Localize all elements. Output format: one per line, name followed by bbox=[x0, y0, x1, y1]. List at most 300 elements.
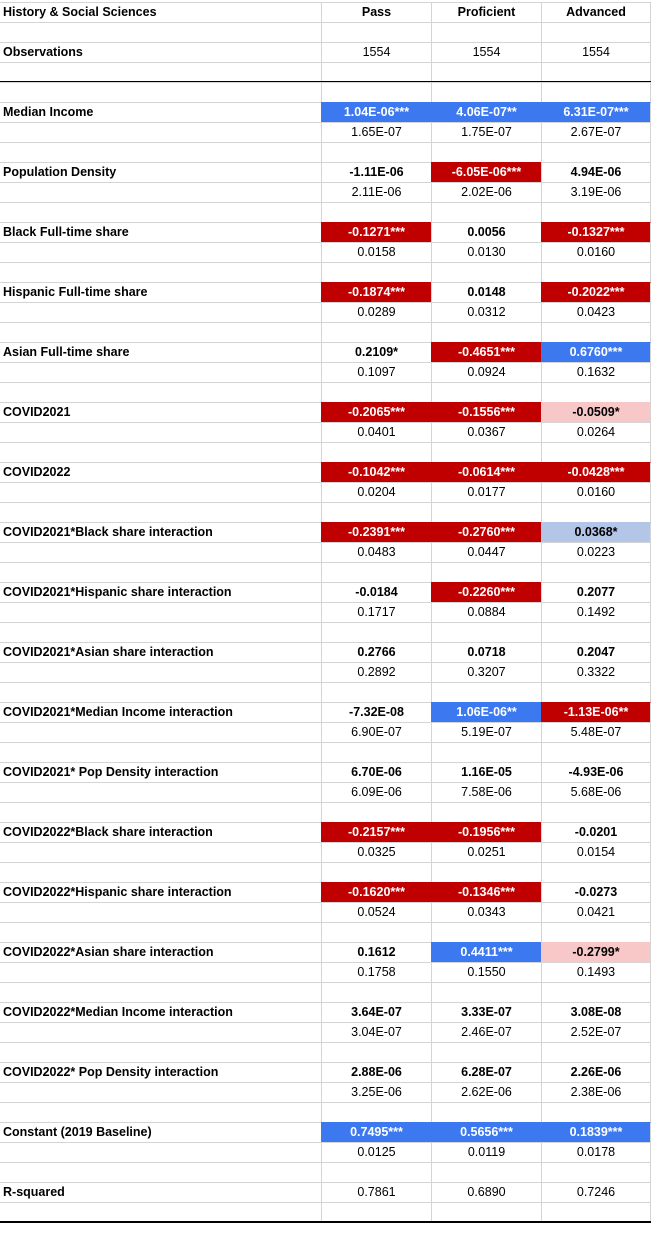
value-cell: 3.04E-07 bbox=[321, 1022, 431, 1042]
value-cell: 6.70E-06 bbox=[321, 762, 431, 782]
value-cell: 5.48E-07 bbox=[541, 722, 651, 742]
value-cell: 0.0160 bbox=[541, 242, 651, 262]
value-cell: 0.2047 bbox=[541, 642, 651, 662]
empty-cell bbox=[541, 982, 651, 1002]
value-cell: 0.7861 bbox=[321, 1182, 431, 1202]
value-cell: 0.2766 bbox=[321, 642, 431, 662]
value-cell: -0.0509* bbox=[541, 402, 651, 422]
value-cell: 0.1717 bbox=[321, 602, 431, 622]
row-label bbox=[0, 422, 321, 442]
row-label: COVID2021 bbox=[0, 402, 321, 422]
row-label bbox=[0, 962, 321, 982]
se-row bbox=[0, 1082, 651, 1102]
observations-row bbox=[0, 42, 651, 62]
spacer-row bbox=[0, 742, 651, 762]
row-label: Constant (2019 Baseline) bbox=[0, 1122, 321, 1142]
empty-cell bbox=[541, 502, 651, 522]
value-cell: -1.11E-06 bbox=[321, 162, 431, 182]
coef-row bbox=[0, 222, 651, 242]
spacer-row bbox=[0, 142, 651, 162]
spacer-row bbox=[0, 682, 651, 702]
row-label bbox=[0, 442, 321, 462]
empty-cell bbox=[321, 1042, 431, 1062]
coef-row bbox=[0, 1062, 651, 1082]
value-cell: -0.1874*** bbox=[321, 282, 431, 302]
empty-cell bbox=[321, 562, 431, 582]
row-label bbox=[0, 1042, 321, 1062]
spacer-row bbox=[0, 562, 651, 582]
value-cell: 2.67E-07 bbox=[541, 122, 651, 142]
coef-row bbox=[0, 402, 651, 422]
value-cell: 2.11E-06 bbox=[321, 182, 431, 202]
coef-row bbox=[0, 462, 651, 482]
row-label: Population Density bbox=[0, 162, 321, 182]
empty-cell bbox=[431, 982, 541, 1002]
spacer-row bbox=[0, 322, 651, 342]
se-row bbox=[0, 542, 651, 562]
empty-cell bbox=[541, 1102, 651, 1122]
empty-cell bbox=[431, 62, 541, 82]
coef-row bbox=[0, 102, 651, 122]
value-cell: -0.0184 bbox=[321, 582, 431, 602]
empty-cell bbox=[431, 922, 541, 942]
value-cell: 1.65E-07 bbox=[321, 122, 431, 142]
spacer-row bbox=[0, 262, 651, 282]
rsquared-row bbox=[0, 1182, 651, 1202]
value-cell: 0.1758 bbox=[321, 962, 431, 982]
value-cell: 0.4411*** bbox=[431, 942, 541, 962]
value-cell: 0.3207 bbox=[431, 662, 541, 682]
value-cell: 3.19E-06 bbox=[541, 182, 651, 202]
empty-cell bbox=[321, 742, 431, 762]
empty-cell bbox=[431, 22, 541, 42]
row-label: Black Full-time share bbox=[0, 222, 321, 242]
value-cell: 6.31E-07*** bbox=[541, 102, 651, 122]
value-cell: 0.0401 bbox=[321, 422, 431, 442]
value-cell: 0.2077 bbox=[541, 582, 651, 602]
value-cell: -1.13E-06** bbox=[541, 702, 651, 722]
se-row bbox=[0, 362, 651, 382]
value-cell: 2.88E-06 bbox=[321, 1062, 431, 1082]
se-row bbox=[0, 1022, 651, 1042]
empty-cell bbox=[541, 382, 651, 402]
value-cell: 0.0368* bbox=[541, 522, 651, 542]
empty-cell bbox=[541, 1162, 651, 1182]
se-row bbox=[0, 122, 651, 142]
empty-cell bbox=[541, 322, 651, 342]
spacer-row bbox=[0, 1042, 651, 1062]
se-row bbox=[0, 782, 651, 802]
empty-cell bbox=[321, 62, 431, 82]
value-cell: 3.08E-08 bbox=[541, 1002, 651, 1022]
value-cell: 6.09E-06 bbox=[321, 782, 431, 802]
row-label bbox=[0, 1082, 321, 1102]
empty-cell bbox=[541, 622, 651, 642]
row-label bbox=[0, 362, 321, 382]
empty-cell bbox=[321, 802, 431, 822]
se-row bbox=[0, 1142, 651, 1162]
empty-cell bbox=[321, 1202, 431, 1222]
row-label: COVID2022*Median Income interaction bbox=[0, 1002, 321, 1022]
spacer-row bbox=[0, 922, 651, 942]
empty-cell bbox=[541, 862, 651, 882]
value-cell: Pass bbox=[321, 2, 431, 22]
value-cell: 0.0056 bbox=[431, 222, 541, 242]
value-cell: 0.0251 bbox=[431, 842, 541, 862]
empty-cell bbox=[541, 62, 651, 82]
value-cell: -0.2391*** bbox=[321, 522, 431, 542]
empty-cell bbox=[321, 982, 431, 1002]
empty-cell bbox=[431, 1102, 541, 1122]
empty-cell bbox=[541, 142, 651, 162]
value-cell: Proficient bbox=[431, 2, 541, 22]
empty-cell bbox=[321, 502, 431, 522]
spacer-row bbox=[0, 1102, 651, 1122]
empty-cell bbox=[431, 622, 541, 642]
empty-cell bbox=[431, 1202, 541, 1222]
row-label bbox=[0, 982, 321, 1002]
spacer-row bbox=[0, 502, 651, 522]
empty-cell bbox=[431, 442, 541, 462]
value-cell: 0.0343 bbox=[431, 902, 541, 922]
coef-row bbox=[0, 822, 651, 842]
row-label bbox=[0, 202, 321, 222]
row-label: Median Income bbox=[0, 102, 321, 122]
spacer-row bbox=[0, 1162, 651, 1182]
value-cell: 0.0160 bbox=[541, 482, 651, 502]
row-label bbox=[0, 1102, 321, 1122]
row-label bbox=[0, 242, 321, 262]
value-cell: 0.1632 bbox=[541, 362, 651, 382]
empty-cell bbox=[541, 922, 651, 942]
coef-row bbox=[0, 1122, 651, 1142]
coef-row bbox=[0, 522, 651, 542]
value-cell: -0.1327*** bbox=[541, 222, 651, 242]
row-label: COVID2021*Median Income interaction bbox=[0, 702, 321, 722]
row-label bbox=[0, 742, 321, 762]
value-cell: 3.64E-07 bbox=[321, 1002, 431, 1022]
coef-row bbox=[0, 882, 651, 902]
row-label bbox=[0, 862, 321, 882]
se-row bbox=[0, 902, 651, 922]
empty-cell bbox=[541, 82, 651, 102]
coef-row bbox=[0, 702, 651, 722]
empty-cell bbox=[431, 502, 541, 522]
row-label bbox=[0, 722, 321, 742]
row-label bbox=[0, 182, 321, 202]
se-row bbox=[0, 602, 651, 622]
value-cell: 3.33E-07 bbox=[431, 1002, 541, 1022]
row-label: COVID2022 bbox=[0, 462, 321, 482]
empty-cell bbox=[431, 262, 541, 282]
value-cell: -0.1042*** bbox=[321, 462, 431, 482]
empty-cell bbox=[541, 1042, 651, 1062]
value-cell: -0.1271*** bbox=[321, 222, 431, 242]
value-cell: 0.1493 bbox=[541, 962, 651, 982]
coef-row bbox=[0, 642, 651, 662]
value-cell: 0.0924 bbox=[431, 362, 541, 382]
value-cell: -0.2260*** bbox=[431, 582, 541, 602]
coef-row bbox=[0, 1002, 651, 1022]
empty-cell bbox=[431, 742, 541, 762]
row-label: COVID2022* Pop Density interaction bbox=[0, 1062, 321, 1082]
value-cell: 0.0204 bbox=[321, 482, 431, 502]
value-cell: 0.1839*** bbox=[541, 1122, 651, 1142]
se-row bbox=[0, 482, 651, 502]
value-cell: 1.06E-06** bbox=[431, 702, 541, 722]
value-cell: 0.0447 bbox=[431, 542, 541, 562]
value-cell: 1554 bbox=[321, 42, 431, 62]
value-cell: 7.58E-06 bbox=[431, 782, 541, 802]
value-cell: 0.0130 bbox=[431, 242, 541, 262]
value-cell: -0.2065*** bbox=[321, 402, 431, 422]
row-label: COVID2021* Pop Density interaction bbox=[0, 762, 321, 782]
empty-cell bbox=[431, 202, 541, 222]
spacer-row bbox=[0, 382, 651, 402]
value-cell: -0.2760*** bbox=[431, 522, 541, 542]
row-label bbox=[0, 82, 321, 102]
empty-cell bbox=[541, 1202, 651, 1222]
value-cell: 0.1097 bbox=[321, 362, 431, 382]
value-cell: -0.4651*** bbox=[431, 342, 541, 362]
empty-cell bbox=[321, 442, 431, 462]
row-label: Observations bbox=[0, 42, 321, 62]
empty-cell bbox=[541, 442, 651, 462]
empty-cell bbox=[321, 202, 431, 222]
value-cell: -0.1556*** bbox=[431, 402, 541, 422]
value-cell: 5.19E-07 bbox=[431, 722, 541, 742]
se-row bbox=[0, 422, 651, 442]
value-cell: 0.2892 bbox=[321, 662, 431, 682]
value-cell: 0.0154 bbox=[541, 842, 651, 862]
value-cell: 4.06E-07** bbox=[431, 102, 541, 122]
empty-cell bbox=[321, 1102, 431, 1122]
value-cell: 0.0524 bbox=[321, 902, 431, 922]
value-cell: -0.2157*** bbox=[321, 822, 431, 842]
value-cell: 0.0483 bbox=[321, 542, 431, 562]
spacer-row bbox=[0, 202, 651, 222]
row-label bbox=[0, 382, 321, 402]
value-cell: 1554 bbox=[541, 42, 651, 62]
empty-cell bbox=[321, 382, 431, 402]
se-row bbox=[0, 962, 651, 982]
value-cell: 0.0423 bbox=[541, 302, 651, 322]
row-label bbox=[0, 1142, 321, 1162]
value-cell: 2.52E-07 bbox=[541, 1022, 651, 1042]
value-cell: -7.32E-08 bbox=[321, 702, 431, 722]
value-cell: 0.0289 bbox=[321, 302, 431, 322]
value-cell: -0.1346*** bbox=[431, 882, 541, 902]
value-cell: 0.0125 bbox=[321, 1142, 431, 1162]
value-cell: -0.1956*** bbox=[431, 822, 541, 842]
value-cell: 0.1550 bbox=[431, 962, 541, 982]
value-cell: Advanced bbox=[541, 2, 651, 22]
row-label: R-squared bbox=[0, 1182, 321, 1202]
row-label bbox=[0, 802, 321, 822]
row-label bbox=[0, 142, 321, 162]
spacer-row bbox=[0, 982, 651, 1002]
row-label: COVID2021*Hispanic share interaction bbox=[0, 582, 321, 602]
row-label bbox=[0, 662, 321, 682]
value-cell: 1.75E-07 bbox=[431, 122, 541, 142]
value-cell: 0.3322 bbox=[541, 662, 651, 682]
se-row bbox=[0, 302, 651, 322]
coef-row bbox=[0, 342, 651, 362]
row-label bbox=[0, 542, 321, 562]
empty-cell bbox=[321, 682, 431, 702]
value-cell: -0.0428*** bbox=[541, 462, 651, 482]
bottom-rule bbox=[0, 1221, 651, 1223]
value-cell: 0.0119 bbox=[431, 1142, 541, 1162]
spacer-row bbox=[0, 442, 651, 462]
empty-cell bbox=[321, 622, 431, 642]
row-label bbox=[0, 322, 321, 342]
coef-row bbox=[0, 282, 651, 302]
row-label bbox=[0, 682, 321, 702]
spacer-row bbox=[0, 1202, 651, 1222]
value-cell: 1554 bbox=[431, 42, 541, 62]
empty-cell bbox=[321, 322, 431, 342]
row-label: Hispanic Full-time share bbox=[0, 282, 321, 302]
empty-cell bbox=[541, 742, 651, 762]
value-cell: 0.0325 bbox=[321, 842, 431, 862]
empty-cell bbox=[541, 682, 651, 702]
row-label: COVID2021*Asian share interaction bbox=[0, 642, 321, 662]
row-label: COVID2021*Black share interaction bbox=[0, 522, 321, 542]
se-row bbox=[0, 182, 651, 202]
value-cell: -6.05E-06*** bbox=[431, 162, 541, 182]
empty-cell bbox=[541, 202, 651, 222]
value-cell: 2.02E-06 bbox=[431, 182, 541, 202]
value-cell: -0.2022*** bbox=[541, 282, 651, 302]
row-label bbox=[0, 262, 321, 282]
value-cell: 0.6890 bbox=[431, 1182, 541, 1202]
row-label bbox=[0, 1022, 321, 1042]
value-cell: -0.1620*** bbox=[321, 882, 431, 902]
se-row bbox=[0, 242, 651, 262]
value-cell: -4.93E-06 bbox=[541, 762, 651, 782]
value-cell: 2.46E-07 bbox=[431, 1022, 541, 1042]
value-cell: 6.28E-07 bbox=[431, 1062, 541, 1082]
spacer-row bbox=[0, 862, 651, 882]
value-cell: 6.90E-07 bbox=[321, 722, 431, 742]
row-label bbox=[0, 922, 321, 942]
value-cell: 2.26E-06 bbox=[541, 1062, 651, 1082]
coef-row bbox=[0, 942, 651, 962]
row-label: Asian Full-time share bbox=[0, 342, 321, 362]
empty-cell bbox=[431, 322, 541, 342]
value-cell: 0.0178 bbox=[541, 1142, 651, 1162]
value-cell: 0.0148 bbox=[431, 282, 541, 302]
row-label bbox=[0, 482, 321, 502]
row-label: COVID2022*Black share interaction bbox=[0, 822, 321, 842]
value-cell: -0.0273 bbox=[541, 882, 651, 902]
spacer-row bbox=[0, 622, 651, 642]
value-cell: 0.0884 bbox=[431, 602, 541, 622]
row-label bbox=[0, 602, 321, 622]
value-cell: 4.94E-06 bbox=[541, 162, 651, 182]
row-label bbox=[0, 302, 321, 322]
row-label bbox=[0, 1202, 321, 1222]
value-cell: 0.7246 bbox=[541, 1182, 651, 1202]
empty-cell bbox=[541, 262, 651, 282]
spacer-row bbox=[0, 82, 651, 102]
empty-cell bbox=[321, 862, 431, 882]
row-label: History & Social Sciences bbox=[0, 2, 321, 22]
value-cell: 0.0223 bbox=[541, 542, 651, 562]
empty-cell bbox=[431, 682, 541, 702]
value-cell: 0.6760*** bbox=[541, 342, 651, 362]
empty-cell bbox=[541, 802, 651, 822]
row-label bbox=[0, 22, 321, 42]
empty-cell bbox=[321, 82, 431, 102]
empty-cell bbox=[431, 82, 541, 102]
value-cell: 0.0421 bbox=[541, 902, 651, 922]
empty-cell bbox=[321, 1162, 431, 1182]
value-cell: 0.0177 bbox=[431, 482, 541, 502]
empty-cell bbox=[431, 142, 541, 162]
value-cell: 0.0718 bbox=[431, 642, 541, 662]
coef-row bbox=[0, 762, 651, 782]
spacer-row bbox=[0, 62, 651, 82]
spacer-row bbox=[0, 22, 651, 42]
row-label bbox=[0, 562, 321, 582]
value-cell: 2.38E-06 bbox=[541, 1082, 651, 1102]
row-label bbox=[0, 62, 321, 82]
empty-cell bbox=[321, 262, 431, 282]
value-cell: 0.0367 bbox=[431, 422, 541, 442]
empty-cell bbox=[541, 562, 651, 582]
value-cell: -0.0201 bbox=[541, 822, 651, 842]
value-cell: 2.62E-06 bbox=[431, 1082, 541, 1102]
value-cell: 1.04E-06*** bbox=[321, 102, 431, 122]
row-label bbox=[0, 122, 321, 142]
value-cell: 0.0264 bbox=[541, 422, 651, 442]
empty-cell bbox=[321, 922, 431, 942]
value-cell: 3.25E-06 bbox=[321, 1082, 431, 1102]
value-cell: -0.2799* bbox=[541, 942, 651, 962]
row-label bbox=[0, 622, 321, 642]
empty-cell bbox=[431, 1162, 541, 1182]
value-cell: 0.2109* bbox=[321, 342, 431, 362]
value-cell: 0.0312 bbox=[431, 302, 541, 322]
empty-cell bbox=[431, 382, 541, 402]
coef-row bbox=[0, 582, 651, 602]
se-row bbox=[0, 842, 651, 862]
row-label bbox=[0, 842, 321, 862]
row-label bbox=[0, 782, 321, 802]
empty-cell bbox=[541, 22, 651, 42]
value-cell: 0.0158 bbox=[321, 242, 431, 262]
empty-cell bbox=[321, 22, 431, 42]
row-label: COVID2022*Hispanic share interaction bbox=[0, 882, 321, 902]
empty-cell bbox=[431, 862, 541, 882]
value-cell: 0.7495*** bbox=[321, 1122, 431, 1142]
value-cell: 0.1612 bbox=[321, 942, 431, 962]
se-row bbox=[0, 722, 651, 742]
empty-cell bbox=[431, 802, 541, 822]
se-row bbox=[0, 662, 651, 682]
coef-row bbox=[0, 162, 651, 182]
empty-cell bbox=[321, 142, 431, 162]
value-cell: 5.68E-06 bbox=[541, 782, 651, 802]
empty-cell bbox=[431, 1042, 541, 1062]
value-cell: 1.16E-05 bbox=[431, 762, 541, 782]
empty-cell bbox=[431, 562, 541, 582]
value-cell: 0.1492 bbox=[541, 602, 651, 622]
spacer-row bbox=[0, 802, 651, 822]
row-label: COVID2022*Asian share interaction bbox=[0, 942, 321, 962]
